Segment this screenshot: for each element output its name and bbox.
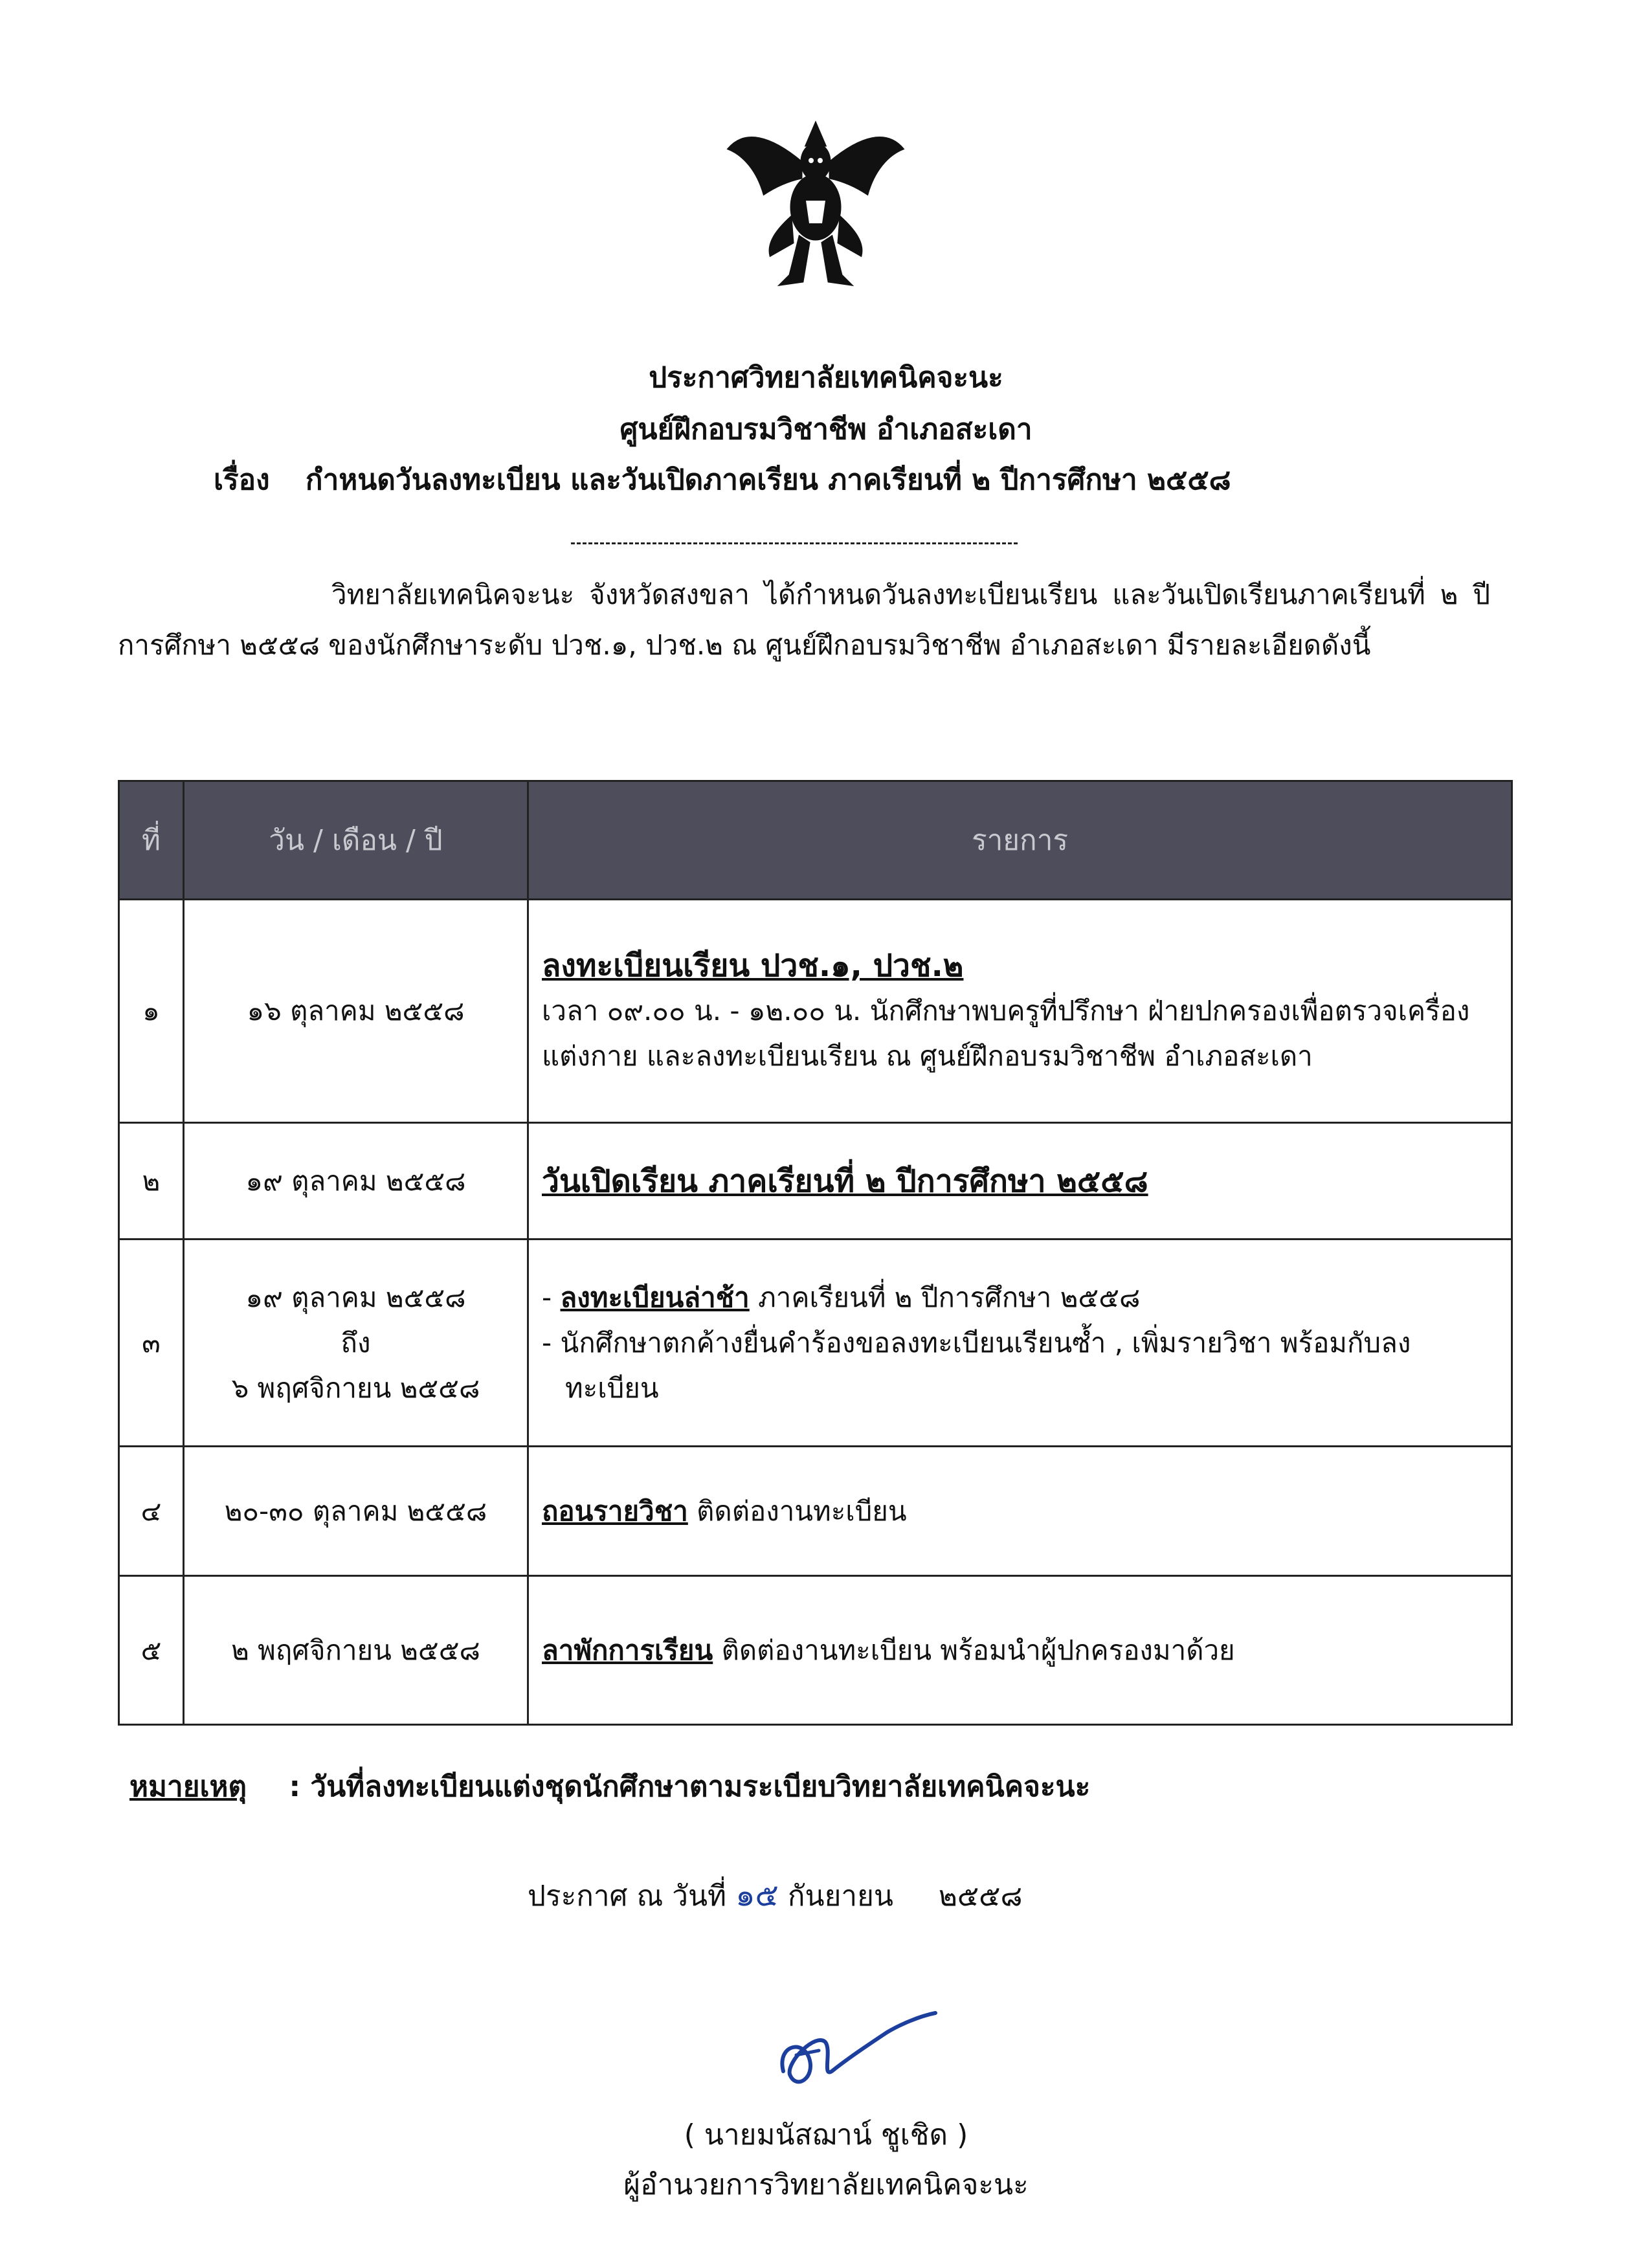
row-items [528,900,1512,1123]
bullet-item [542,1320,1498,1411]
date-to: ถึง [340,1326,371,1359]
row-text: ติดต่องานทะเบียน [697,1495,907,1527]
date-end: ๖ พฤศจิกายน ๒๕๕๘ [231,1372,480,1404]
announcement-title: ประกาศวิทยาลัยเทคนิคจะนะ [649,361,1003,394]
remark [129,1764,1090,1809]
row-number: ๔ [119,1447,184,1576]
row-date: ๑๙ ตุลาคม ๒๕๕๘ [184,1123,528,1240]
row-items [528,1576,1512,1725]
header-items: รายการ [528,781,1512,900]
bullet-text: นักศึกษาตกค้างยื่นคำร้องขอลงทะเบียนเรียนซ้ำ , เพิ่มรายวิชา พร้อมกับลงทะเบียน [560,1326,1411,1404]
announce-month: กันยายน [787,1880,893,1913]
subject-line [214,457,1231,502]
garuda-emblem-icon [719,110,913,298]
subject-label: เรื่อง [214,463,270,496]
table-header-row [119,781,1512,900]
row-items [528,1123,1512,1240]
bullet-dash: - [542,1281,552,1313]
dashed-divider [571,542,1018,544]
announce-year: ๒๕๕๘ [938,1880,1023,1913]
bullet-item [542,1275,1498,1320]
row-bold: ลาพักการเรียน [542,1634,713,1666]
announce-prefix: ประกาศ ณ วันที่ [528,1880,727,1913]
intro-paragraph [118,570,1490,671]
header-date: วัน / เดือน / ปี [184,781,528,900]
header-no: ที่ [119,781,184,900]
row-bold: ถอนรายวิชา [542,1495,688,1527]
handwritten-day: ๑๕ [735,1877,779,1913]
signatory-name: ( นายมนัสฌาน์ ชูเชิด ) [684,2118,968,2151]
row-title: ลงทะเบียนเรียน ปวช.๑, ปวช.๒ [542,948,964,984]
bullet-dash: - [542,1326,552,1359]
row-number: ๑ [119,900,184,1123]
remark-label: หมายเหตุ [129,1770,247,1803]
row-date: ๑๖ ตุลาคม ๒๕๕๘ [184,900,528,1123]
row-number: ๓ [119,1240,184,1447]
center-name: ศูนย์ฝึกอบรมวิชาชีพ อำเภอสะเดา [620,413,1032,446]
table-row [119,1447,1512,1576]
subject-text: กำหนดวันลงทะเบียน และวันเปิดภาคเรียน ภาคเรียนที่ ๒ ปีการศึกษา ๒๕๕๘ [305,463,1231,496]
signatory-position: ผู้อำนวยการวิทยาลัยเทคนิคจะนะ [623,2168,1029,2201]
row-date-range [184,1240,528,1447]
bullet-text: ภาคเรียนที่ ๒ ปีการศึกษา ๒๕๕๘ [758,1281,1141,1313]
row-text: ติดต่องานทะเบียน พร้อมนำผู้ปกครองมาด้วย [721,1634,1235,1666]
intro-text: วิทยาลัยเทคนิคจะนะ จังหวัดสงขลา ได้กำหนดวันลงทะเบียนเรียน และวันเปิดเรียนภาคเรียนที่ ๒ ปีการศึกษา ๒๕๕๘ ของนักศึกษาระดับ ปวช.๑, ปวช.๒ ณ ศูนย์ฝึกอบรมวิชาชีพ อำเภอสะเดา มีรายละเอียดดังนี้ [118,579,1490,661]
row-date: ๒ พฤศจิกายน ๒๕๕๘ [184,1576,528,1725]
signature-icon [770,1994,945,2104]
table-row [119,900,1512,1123]
row-title: วันเปิดเรียน ภาคเรียนที่ ๒ ปีการศึกษา ๒๕๕๘ [542,1162,1148,1199]
row-date: ๒๐-๓๐ ตุลาคม ๒๕๕๘ [184,1447,528,1576]
announce-date [528,1871,1022,1920]
row-items [528,1240,1512,1447]
row-detail: เวลา ๐๙.๐๐ น. - ๑๒.๐๐ น. นักศึกษาพบครูที่ปรึกษา ฝ่ายปกครองเพื่อตรวจเครื่องแต่งกาย และลงทะเบียนเรียน ณ ศูนย์ฝึกอบรมวิชาชีพ อำเภอสะเดา [542,995,1470,1072]
row-number: ๕ [119,1576,184,1725]
table-row [119,1576,1512,1725]
schedule-table [118,780,1513,1726]
row-number: ๒ [119,1123,184,1240]
row-items [528,1447,1512,1576]
table-row [119,1240,1512,1447]
remark-text: : วันที่ลงทะเบียนแต่งชุดนักศึกษาตามระเบียบวิทยาลัยเทคนิคจะนะ [289,1770,1091,1803]
table-row [119,1123,1512,1240]
bullet-bold: ลงทะเบียนล่าช้า [560,1281,750,1313]
date-start: ๑๙ ตุลาคม ๒๕๕๘ [245,1281,466,1313]
